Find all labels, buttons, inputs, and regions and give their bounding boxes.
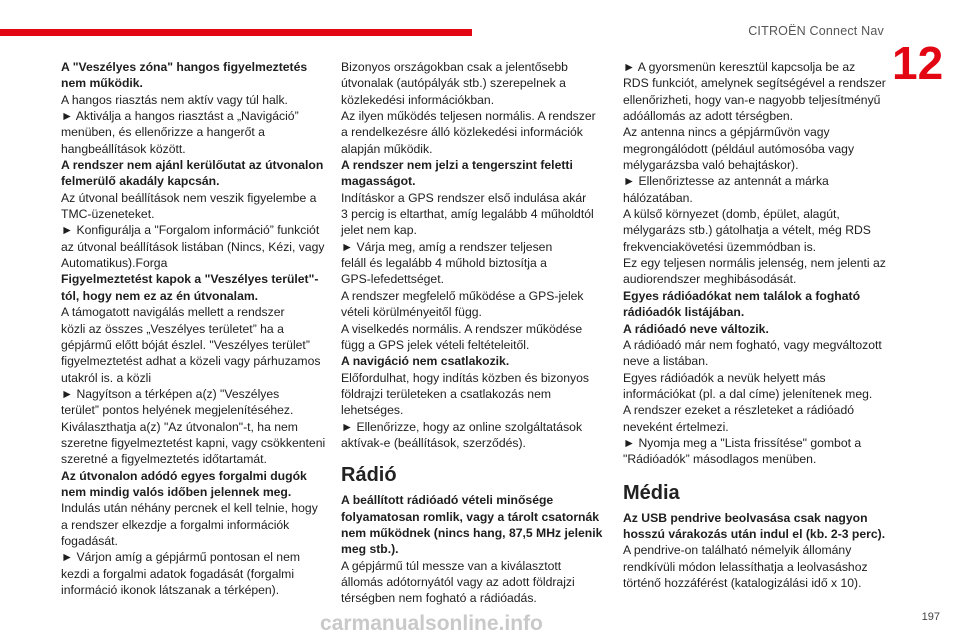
problem-heading: A rendszer nem ajánl kerülőutat az útvonalon felmerülő akadály kapcsán. — [61, 158, 324, 189]
header-accent-bar — [0, 29, 472, 36]
problem-heading: Figyelmeztetést kapok a "Veszélyes terület"- tól, hogy nem ez az én útvonalam. — [61, 272, 319, 303]
problem-heading: A rendszer nem jelzi a tengerszint feletti magasságot. — [341, 158, 573, 189]
problem-heading: Az USB pendrive beolvasása csak nagyon hosszú várakozás után indul el (kb. 2-3 perc). — [623, 510, 886, 541]
body-paragraph: Indításkor a GPS rendszer első indulása akár 3 percig is eltarthat, amíg legalább 4 műholdtól jelet nem kap. ► Várja meg, amíg a rendszer teljesen feláll és legalább 4 műhold biztosítja a GPS-lefedettséget. A rendszer megfelelő működése a GPS-jelek vételi körülményeitől függ. A viselkedés normális. A rendszer működése függ a GPS jelek vételi feltételeitől. — [341, 190, 594, 352]
text-column-3 — [623, 59, 895, 591]
body-paragraph: A rádióadó már nem fogható, vagy megváltozott neve a listában. Egyes rádióadók a nevük helyett más információkat (pl. a dal címe) jelenítenek meg. A rendszer ezeket a részleteket a rádióadó neveként értelmezi. ► Nyomja meg a "Lista frissítése" gombot a "Rádióadók” másodlagos menüben. — [623, 337, 882, 467]
section-heading: Média — [623, 481, 680, 504]
page-number: 197 — [921, 611, 940, 623]
body-paragraph: A hangos riasztás nem aktív vagy túl halk. ► Aktiválja a hangos riasztást a „Navigáció” menüben, és ellenőrizze a hangerőt a hangbeállítások között. — [61, 92, 299, 156]
text-column-1 — [61, 59, 333, 598]
problem-heading: A navigáció nem csatlakozik. — [341, 354, 510, 369]
text-column-2 — [341, 59, 613, 607]
section-heading: Rádió — [341, 464, 397, 487]
body-paragraph: Bizonyos országokban csak a jelentősebb útvonalak (autópályák stb.) szerepelnek a közlekedési információkban. Az ilyen működés teljesen normális. A rendszer a rendelkezésre álló közlekedési információk alapján működik. — [341, 60, 596, 156]
body-paragraph: A pendrive-on található némelyik állomány rendkívüli módon lelassíthatja a leolvasáshoz történő hozzáférést (katalogizálási idő x 10). — [623, 543, 868, 590]
body-paragraph: ► A gyorsmenün keresztül kapcsolja be az RDS funkciót, amelynek segítségével a rendszer ellenőrizheti, hogy van-e nagyobb teljesítményű adóállomás az adott térségben. Az antenna nincs a gépjárművön vagy megrongálódott (például autómosóba vagy mélygarázsba való behajtáskor). ► Ellenőriztesse az antennát a márka hálózatában. A külső környezet (domb, épület, alagút, mélygarázs stb.) gátolhatja a vételt, még RDS frekvenciakövetési üzemmódban is. Ez egy teljesen normális jelenség, nem jelenti az audiorendszer meghibásodását. — [623, 60, 886, 287]
body-paragraph: A támogatott navigálás mellett a rendszer közli az összes „Veszélyes területet” ha a gépjármű előtt bóját észlel. "Veszélyes terület” figyelmeztetést adhat a közeli vagy párhuzamos utakról is. a közli ► Nagyítson a térképen a(z) "Veszélyes terület” pontos helyének megjelenítéséhez. Kiválaszthatja a(z) "Az útvonalon"-t, ha nem szeretne figyelmeztetést kapni, vagy csökkenteni szeretné a figyelmeztetés időtartamát. — [61, 305, 326, 467]
problem-heading: Az útvonalon adódó egyes forgalmi dugók nem mindig valós időben jelennek meg. — [61, 468, 307, 499]
body-paragraph: Indulás után néhány percnek el kell telnie, hogy a rendszer elkezdje a forgalmi információk fogadását. ► Várjon amíg a gépjármű pontosan el nem kezdi a forgalmi adatok fogadását (forgalmi információ ikonok látszanak a térképen). — [61, 501, 318, 597]
body-paragraph: Előfordulhat, hogy indítás közben és bizonyos földrajzi területeken a csatlakozás nem lehetséges. ► Ellenőrizze, hogy az online szolgáltatások aktívak-e (beállítások, szerződés). — [341, 370, 589, 450]
problem-heading: A "Veszélyes zóna" hangos figyelmeztetés nem működik. — [61, 60, 308, 91]
problem-heading: A beállított rádióadó vételi minősége folyamatosan romlik, vagy a tárolt csatornák nem működnek (nincs hang, 87,5 MHz jelenik meg stb.). — [341, 493, 603, 557]
problem-heading: A rádióadó neve változik. — [623, 321, 769, 336]
problem-heading: Egyes rádióadókat nem találok a fogható rádióadók listájában. — [623, 288, 861, 320]
header-title: CITROËN Connect Nav — [748, 24, 884, 38]
watermark-text: carmanualsonline.info — [320, 612, 543, 635]
body-paragraph: Az útvonal beállítások nem veszik figyelembe a TMC-üzeneteket. ► Konfigurálja a "Forgalom információ” funkciót az útvonal beállítások listában (Nincs, Kézi, vagy Automatikus).Forga — [61, 190, 325, 271]
chapter-number: 12 — [892, 37, 944, 89]
body-paragraph: A gépjármű túl messze van a kiválasztott állomás adótornyától vagy az adott földrajzi térségben nem fogható a rádióadás. — [341, 558, 575, 606]
